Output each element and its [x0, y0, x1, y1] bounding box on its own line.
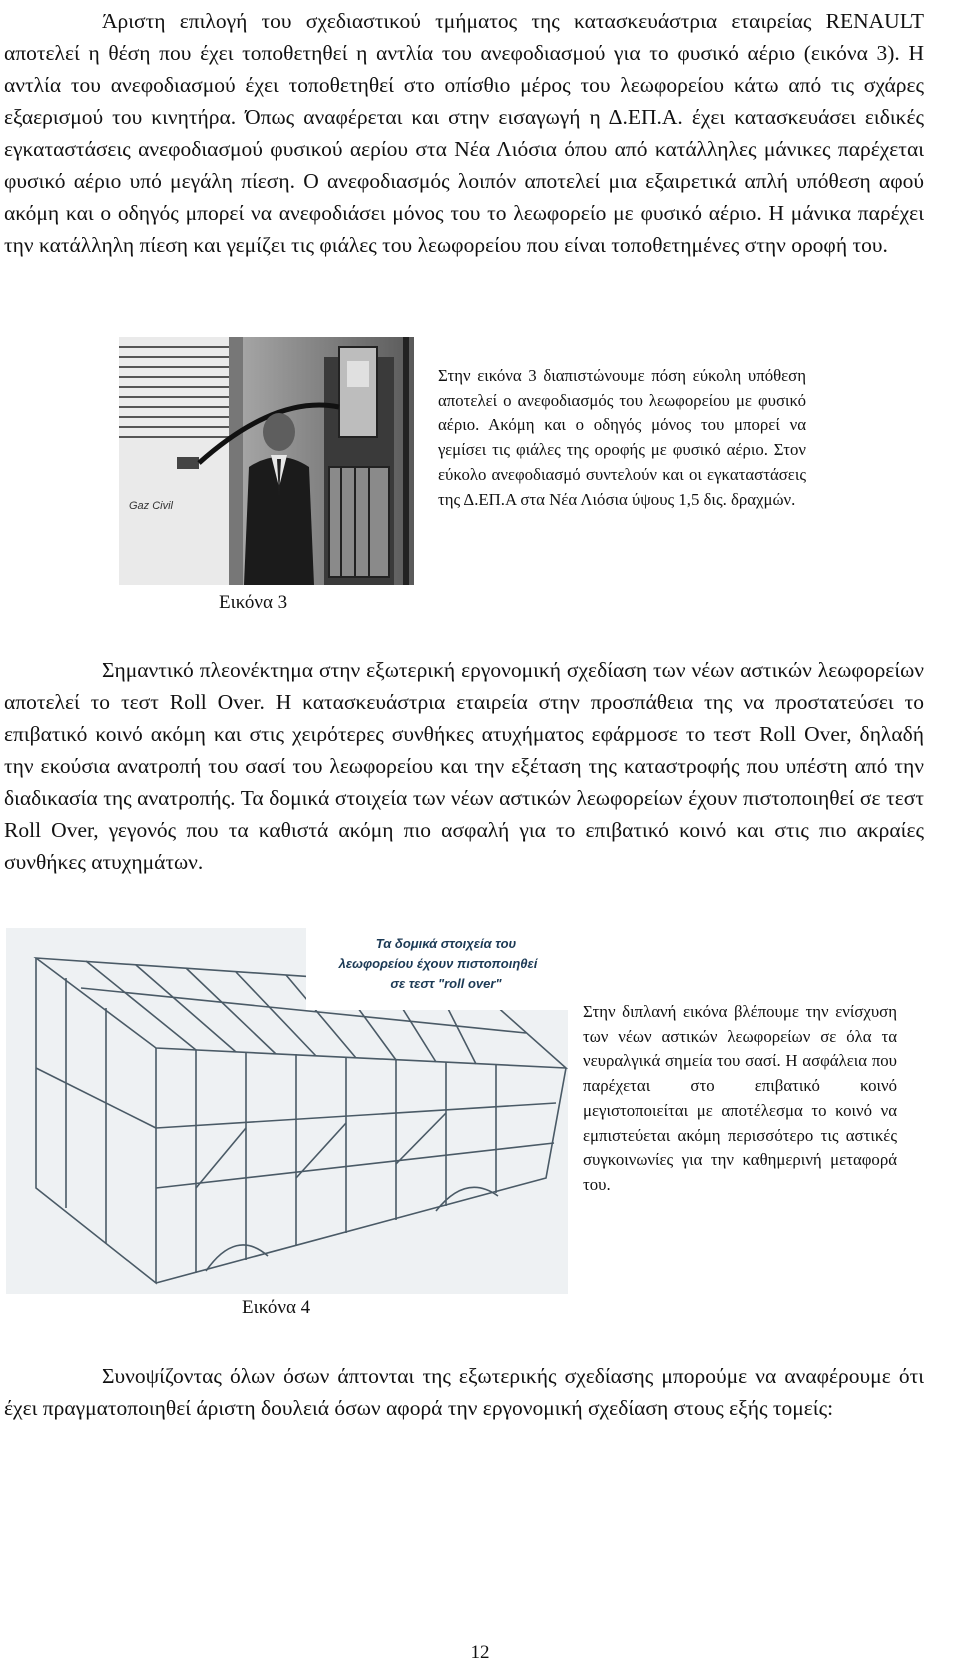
paragraph-intro-text: Άριστη επιλογή του σχεδιαστικού τμήματος της κατασκευάστρια εταιρείας RENAULT αποτελεί η θέση που έχει τοποθετηθεί η αντλία του ανεφοδιασμού για το φυσικό αέριο (εικόνα 3). Η αντλία του ανεφοδιασμού έχει τοποθετηθεί στο οπίσθιο μέρος του λεωφορείου κάτω από τις σχάρες εξαερισμού του κινητήρα. Όπως αναφέρεται και στην εισαγωγή η Δ.ΕΠ.Α. έχει κατασκευάσει ειδικές εγκαταστάσεις ανεφοδιασμού φυσικού αερίου στα Νέα Λιόσια όπου από κατάλληλες μάνικες παρέχεται φυσικό αέριο υπό μεγάλη πίεση. Ο ανεφοδιασμός λοιπόν αποτελεί μια εξαιρετικά απλή υπόθεση αφού ακόμη και ο οδηγός μπορεί να ανεφοδιάσει μόνος του το λεωφορείο με φυσικό αέριο. Η μάνικα παρέχει την κατάλληλη πίεση και γεμίζει τις φιάλες του λεωφορείου που είναι τοποθετημένες στην οροφή του. — [4, 9, 924, 257]
bus-chassis-frame-illustration — [6, 928, 568, 1294]
paragraph-summary — [4, 1360, 924, 1424]
refueling-photo-illustration — [119, 337, 414, 585]
figure-3-photo — [119, 337, 414, 585]
bus-logo-text: Gaz Civil — [129, 500, 174, 512]
paragraph-roll-over — [4, 654, 924, 878]
overlay-line-3: σε τεστ "roll over" — [390, 976, 502, 991]
page-number: 12 — [470, 1642, 490, 1663]
overlay-line-1: Τα δομικά στοιχεία του — [375, 936, 517, 951]
paragraph-roll-over-text: Σημαντικό πλεονέκτημα στην εξωτερική εργονομική σχεδίαση των νέων αστικών λεωφορείων αποτελεί το τεστ Roll Over. Η κατασκευάστρια εταιρεία στην προσπάθεια της να προστατεύσει το επιβατικό κοινό ακόμη και στις χειρότερες συνθήκες ατυχήματος εφάρμοσε το τεστ Roll Over, δηλαδή την εκούσια ανατροπή του σασί του λεωφορείου και την εξέταση της καταστροφής που υπέστη από την διαδικασία της ανατροπής. Τα δομικά στοιχεία των νέων αστικών λεωφορείων έχουν πιστοποιηθεί σε τεστ Roll Over, γεγονός που τα καθιστά ακόμη πιο ασφαλή για το επιβατικό κοινό και στις πιο ακραίες συνθήκες ατυχημάτων. — [4, 658, 924, 874]
figure-3-label: Εικόνα 3 — [219, 592, 288, 613]
figure-4-caption: Στην διπλανή εικόνα βλέπουμε την ενίσχυση των νέων αστικών λεωφορείων σε όλα τα νευραλγικά σημεία του σασί. Η ασφάλεια που παρέχεται στο επιβατικό κοινό μεγιστοποιείται με αποτέλεσμα το κοινό να εμπιστεύεται ακόμη περισσότερο τις αστικές συγκοινωνίες για την καθημερινή μεταφορά του. — [583, 1002, 897, 1194]
paragraph-intro — [4, 5, 924, 261]
figure-4-photo — [6, 928, 568, 1294]
paragraph-summary-text: Συνοψίζοντας όλων όσων άπτονται της εξωτερικής σχεδίασης μπορούμε να αναφέρουμε ότι έχει πραγματοποιηθεί άριστη δουλειά όσων αφορά την εργονομική σχεδίαση στους εξής τομείς: — [4, 1364, 924, 1420]
figure-3-caption: Στην εικόνα 3 διαπιστώνουμε πόση εύκολη υπόθεση αποτελεί ο ανεφοδιασμός του λεωφορείου με φυσικό αέριο. Ακόμη και ο οδηγός μόνος του μπορεί να γεμίσει τις φιάλες της οροφής με φυσικό αέριο. Στον εύκολο ανεφοδιασμό συντελούν και οι εγκαταστάσεις της Δ.ΕΠ.Α στα Νέα Λιόσια ύψους 1,5 δις. δραχμών. — [438, 366, 806, 509]
overlay-line-2: λεωφορείου έχουν πιστοποιηθεί — [338, 956, 538, 971]
figure-4-label: Εικόνα 4 — [242, 1297, 311, 1318]
